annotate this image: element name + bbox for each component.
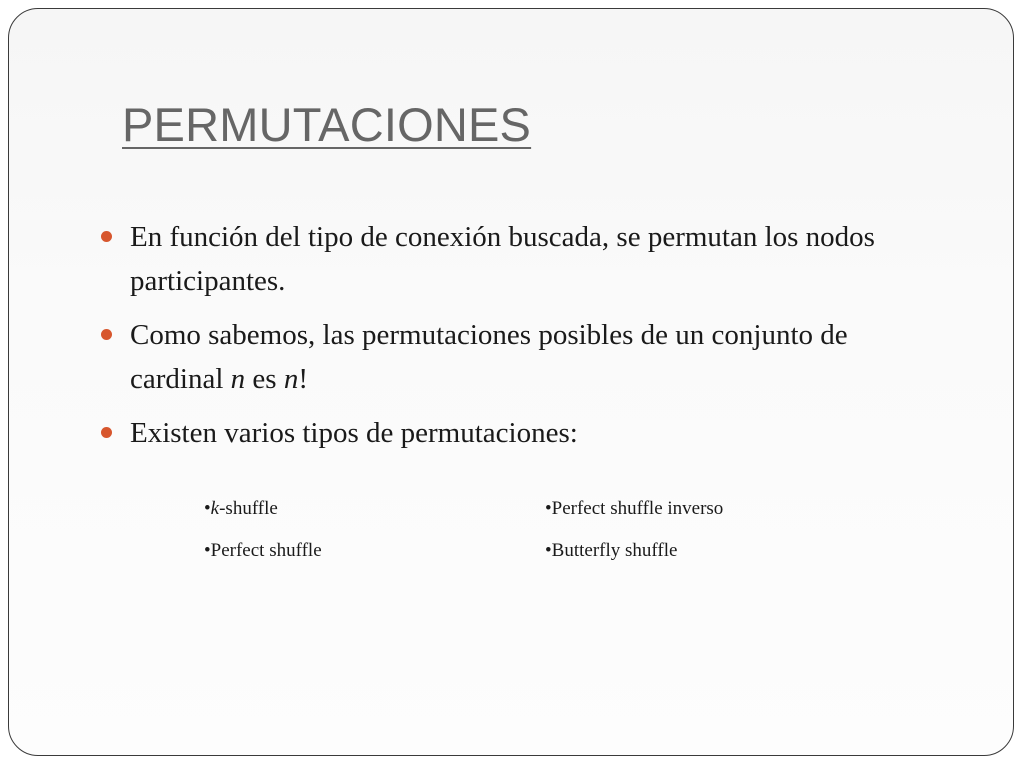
bullet-dot-icon <box>101 427 112 438</box>
bullet-dot-icon <box>101 231 112 242</box>
sub-list-item <box>204 488 322 530</box>
sub-list-item <box>545 530 723 572</box>
bullet-item <box>99 411 929 455</box>
bullet-dot-icon <box>101 329 112 340</box>
math-variable: k <box>210 498 220 519</box>
sub-bullet-marker: • <box>204 498 211 519</box>
sub-item-text: Perfect shuffle inverso <box>551 498 724 519</box>
bullet-text: Existen varios tipos de permutaciones: <box>130 417 578 449</box>
bullet-text: En función del tipo de conexión buscada, se permutan los nodos participantes. <box>130 221 875 297</box>
bullet-text-part: Como sabemos, las permutaciones posibles de un conjunto de cardinal <box>130 319 848 395</box>
bullet-item <box>99 215 929 303</box>
sub-item-text: -shuffle <box>219 498 278 519</box>
math-variable: n <box>283 363 299 395</box>
sub-item-text: Perfect shuffle <box>210 540 322 561</box>
slide-frame <box>8 8 1014 756</box>
sub-bullet-marker: • <box>545 498 552 519</box>
sub-list-left <box>204 488 322 572</box>
sub-bullet-marker: • <box>545 540 552 561</box>
sub-list-item <box>204 530 322 572</box>
bullet-item <box>99 313 929 401</box>
bullet-text-part: es <box>245 363 284 395</box>
slide-title: PERMUTACIONES <box>122 98 532 151</box>
sub-list-item <box>545 488 723 530</box>
sub-list-right <box>545 488 723 572</box>
bullet-text-part: ! <box>298 363 308 395</box>
math-variable: n <box>230 363 246 395</box>
sub-item-text: Butterfly shuffle <box>551 540 678 561</box>
sub-bullet-marker: • <box>204 540 211 561</box>
bullet-list <box>99 215 929 465</box>
